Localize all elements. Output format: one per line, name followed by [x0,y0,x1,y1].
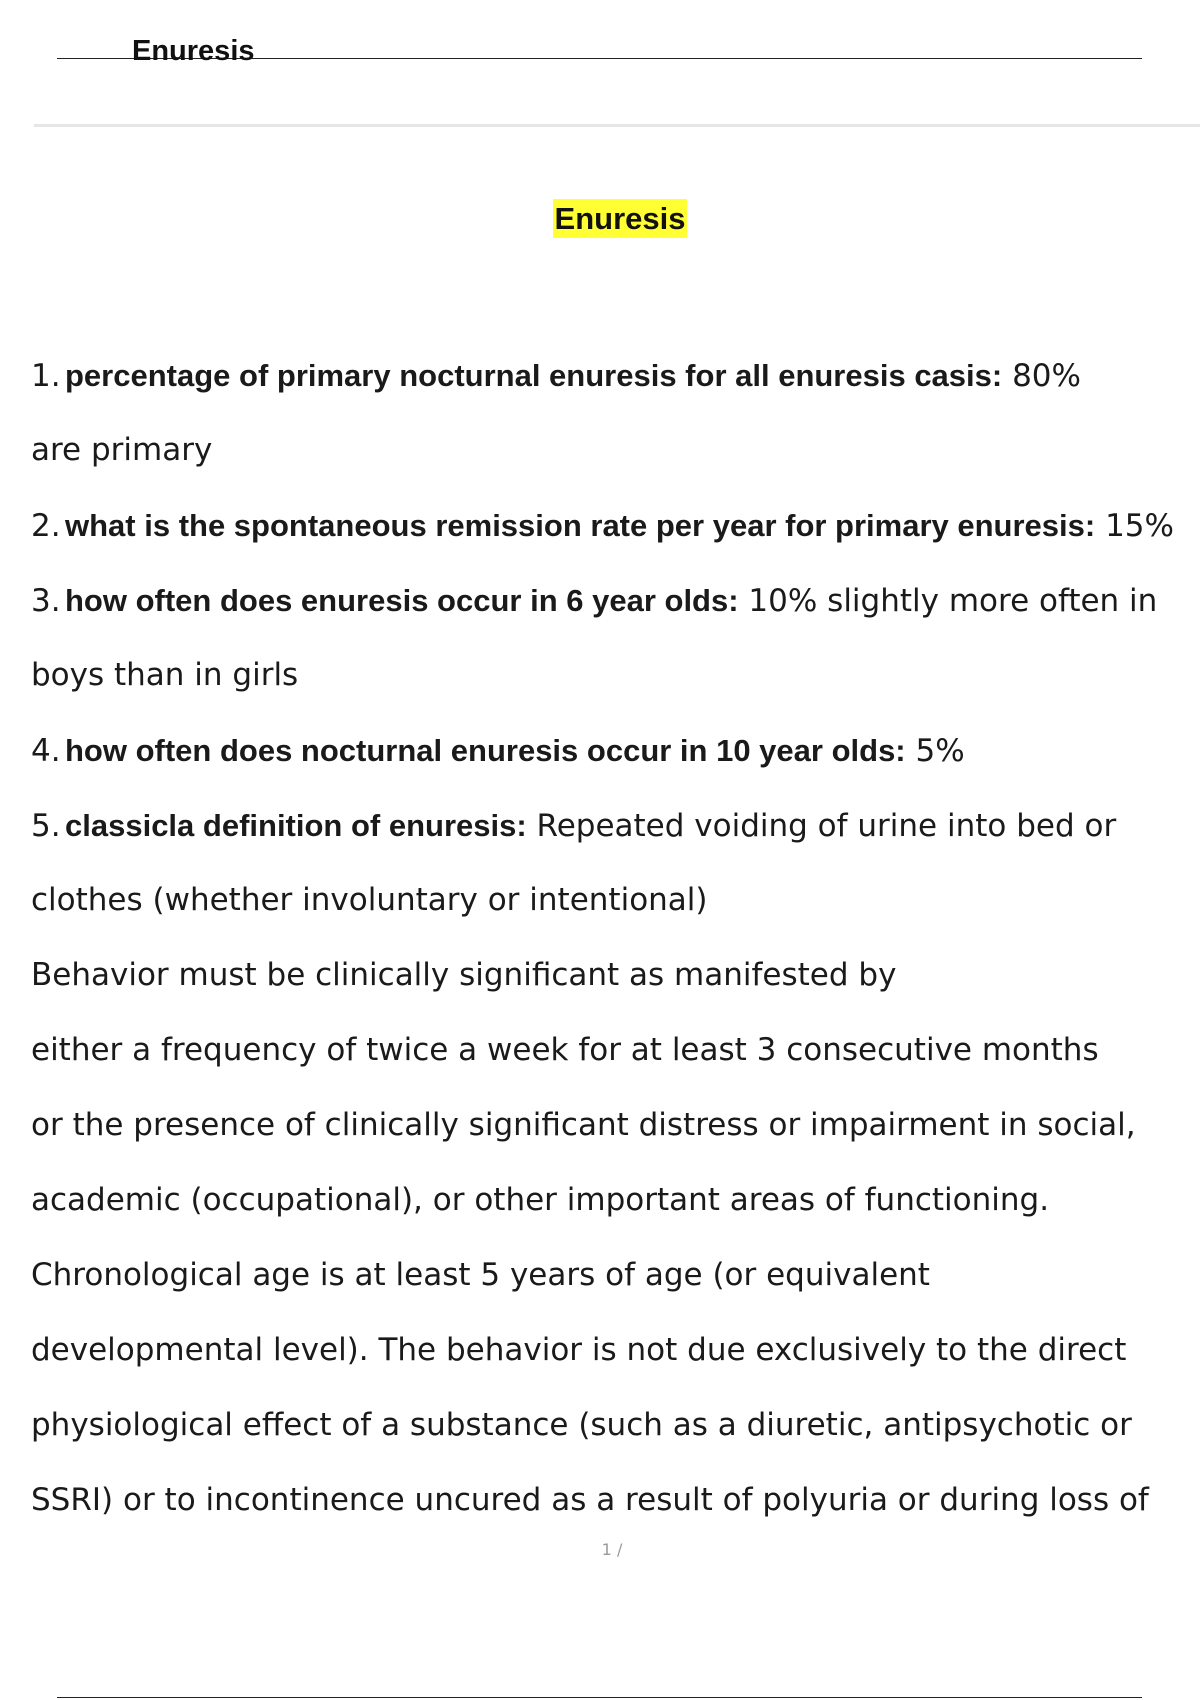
item-question: percentage of primary nocturnal enuresis for all enuresis casis: [65,358,1003,393]
item-number: 5. [31,808,61,844]
item-answer-continuation: are primary [31,432,213,468]
item-number: 4. [31,733,61,769]
paragraph-line: Behavior must be clinically significant as manifested by [31,957,897,993]
paragraph-line: physiological effect of a substance (such as a diuretic, antipsychotic or [31,1407,1132,1443]
page-number: 1 / [601,1540,623,1559]
paragraph-line: either a frequency of twice a week for at least 3 consecutive months [31,1032,1099,1068]
document-body [31,338,1200,1538]
item-answer: 15% [1095,508,1174,544]
item-question: how often does enuresis occur in 6 year olds: [65,583,739,618]
running-header-title: Enuresis [132,35,255,67]
item-answer: Repeated voiding of urine into bed or [526,808,1117,844]
list-item [31,488,1200,563]
footer-divider [57,1697,1142,1698]
paragraph-line: Chronological age is at least 5 years of age (or equivalent [31,1257,930,1293]
item-answer: 80% [1002,358,1081,394]
item-number: 3. [31,583,61,619]
document-title-text: Enuresis [554,201,686,236]
item-answer: 5% [905,733,965,769]
header-divider [34,124,1200,127]
paragraph-line: or the presence of clinically significant distress or impairment in social, [31,1107,1136,1143]
item-number: 1. [31,358,61,394]
list-item [31,713,1200,788]
list-item [31,788,1200,863]
item-question: classicla definition of enuresis: [65,808,527,843]
item-number: 2. [31,508,61,544]
paragraph-line: developmental level). The behavior is not due exclusively to the direct [31,1332,1127,1368]
item-question: how often does nocturnal enuresis occur in 10 year olds: [65,733,906,768]
paragraph-line: clothes (whether involuntary or intentional) [31,882,708,918]
paragraph-line: SSRI) or to incontinence uncured as a result of polyuria or during loss of [31,1482,1149,1518]
running-header [57,34,1142,67]
list-item [31,563,1200,638]
paragraph-line: academic (occupational), or other important areas of functioning. [31,1182,1050,1218]
list-item [31,338,1200,413]
item-question: what is the spontaneous remission rate per year for primary enuresis: [65,508,1096,543]
item-answer-continuation: boys than in girls [31,657,299,693]
item-answer: 10% slightly more often in [738,583,1158,619]
document-title [0,200,1200,238]
